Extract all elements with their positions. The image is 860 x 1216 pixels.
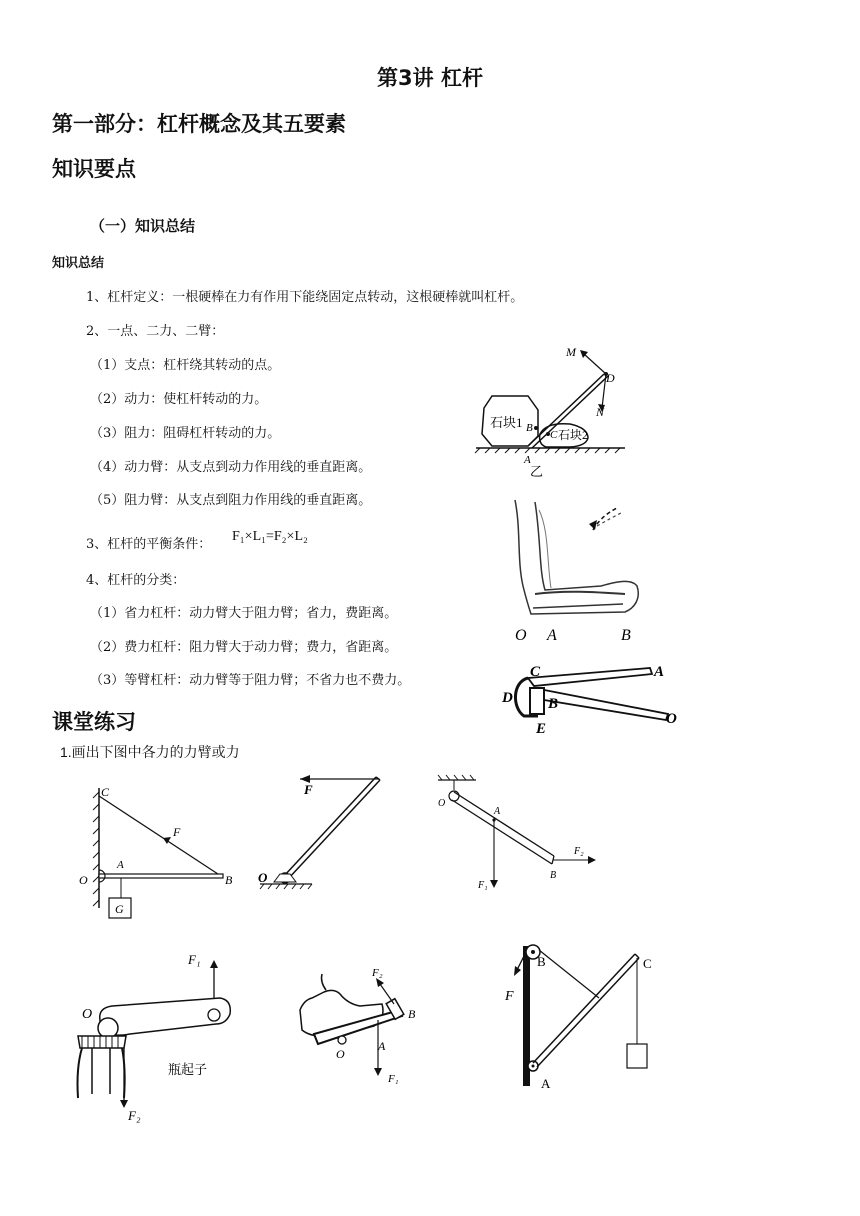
line-distance-saving: （2）费力杠杆：阻力臂大于动力臂；费力，省距离。 <box>90 640 398 655</box>
label-B: B <box>408 1007 416 1021</box>
label-M: M <box>566 345 576 359</box>
line-resistance: （3）阻力：阻碍杠杆转动的力。 <box>90 426 281 441</box>
label-C: C <box>643 956 652 971</box>
label-O: O <box>82 1007 93 1022</box>
label-F1: F₁ <box>478 880 488 891</box>
label-stone1: 石块1 <box>490 415 523 430</box>
label-F: F <box>173 825 181 839</box>
line-balance-condition: 3、杠杆的平衡条件： <box>86 537 212 552</box>
label-A: A <box>654 664 665 680</box>
part-heading: 第一部分：杠杆概念及其五要素 <box>52 112 346 136</box>
label-B: B <box>550 870 557 881</box>
label-A: A <box>547 627 557 644</box>
label-B: B <box>548 696 559 712</box>
label-F: F <box>505 989 514 1004</box>
line-elements: 2、一点、二力、二臂： <box>86 324 225 339</box>
label-O: O <box>666 711 677 727</box>
caption-bottle-opener: 瓶起子 <box>168 1062 208 1077</box>
exercise-prompt: 1.画出下图中各力的力臂或力 <box>60 744 240 760</box>
knowledge-heading: 知识要点 <box>52 157 136 181</box>
exercise2-figure <box>250 772 390 892</box>
practice-heading: 课堂练习 <box>52 710 136 734</box>
rock-lever-figure <box>470 338 630 480</box>
line-definition: 1、杠杆定义：一根硬棒在力有作用下能绕固定点转动，这根硬棒就叫杠杆。 <box>86 290 524 305</box>
line-effort: （2）动力：使杠杆转动的力。 <box>90 392 268 407</box>
balance-formula: F₁×L₁=F₂×L₂ <box>232 529 308 544</box>
tongs-lever-figure <box>498 658 683 738</box>
label-stone2: 石块2 <box>558 428 589 442</box>
label-C: C <box>550 429 558 441</box>
label-F2: F₂ <box>372 967 383 979</box>
subsection-heading: （一）知识总结 <box>90 217 196 235</box>
label-C: C <box>101 785 110 799</box>
label-D: D <box>606 371 615 385</box>
label-B: B <box>225 873 233 887</box>
exercise6-figure <box>495 938 670 1093</box>
label-B: B <box>526 422 533 434</box>
label-B: B <box>537 954 546 969</box>
line-fulcrum: （1）支点：杠杆绕其转动的点。 <box>90 358 281 373</box>
exercise5-figure <box>290 960 440 1095</box>
line-classification: 4、杠杆的分类： <box>86 573 186 588</box>
label-A: A <box>541 1076 551 1091</box>
label-F2: F₂ <box>574 846 584 857</box>
label-F2: F₂ <box>128 1108 141 1123</box>
label-A: A <box>494 806 501 817</box>
label-A: A <box>117 859 124 871</box>
line-force-saving: （1）省力杠杆：动力臂大于阻力臂；省力，费距离。 <box>90 606 398 621</box>
label-O: O <box>258 870 268 885</box>
page-title: 第3讲 杠杆 <box>377 66 483 90</box>
label-D: D <box>502 690 513 706</box>
label-B: B <box>621 627 631 644</box>
exercise1-figure <box>75 778 245 923</box>
label-F1: F₁ <box>388 1073 399 1085</box>
small-heading: 知识总结 <box>52 256 105 271</box>
label-E: E <box>536 721 547 737</box>
line-equal-arm: （3）等臂杠杆：动力臂等于阻力臂；不省力也不费力。 <box>90 673 411 688</box>
label-A: A <box>524 454 531 466</box>
label-N: N <box>596 405 605 419</box>
label-O: O <box>336 1047 345 1061</box>
exercise3-figure <box>432 774 612 894</box>
label-O: O <box>79 873 88 887</box>
line-effort-arm: （4）动力臂：从支点到动力作用线的垂直距离。 <box>90 460 372 475</box>
label-G: G <box>115 902 124 916</box>
label-A: A <box>378 1039 386 1053</box>
exercise4-figure <box>70 948 250 1128</box>
line-resistance-arm: （5）阻力臂：从支点到阻力作用线的垂直距离。 <box>90 493 372 508</box>
label-O: O <box>438 798 446 809</box>
label-O: O <box>515 627 527 644</box>
figure-caption: 乙 <box>530 464 544 479</box>
forearm-lever-figure <box>505 490 650 648</box>
label-F1: F₁ <box>188 952 201 967</box>
label-F: F <box>304 782 313 797</box>
label-C: C <box>530 664 541 680</box>
